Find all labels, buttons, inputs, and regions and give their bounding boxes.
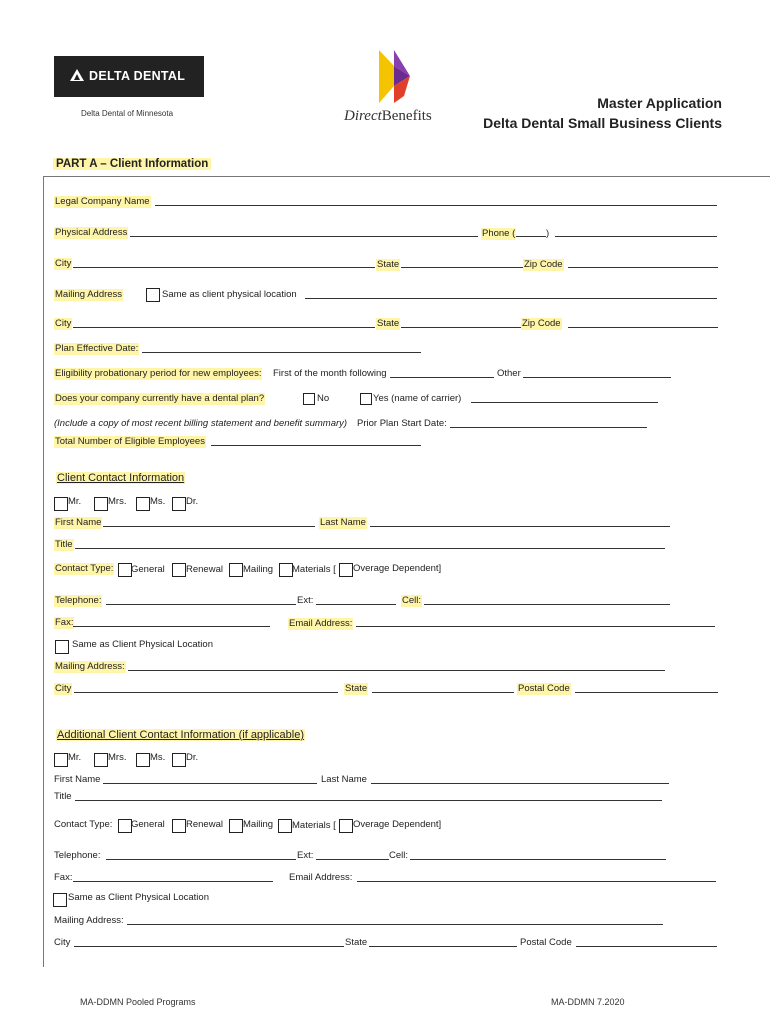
ac-telephone-field[interactable] [106,859,296,860]
ac-title-label: Title [54,791,72,802]
direct-benefits-logo-mark-icon [374,48,414,106]
cc-mr-label: Mr. [68,496,82,507]
dental-plan-question: Does your company currently have a dental plan? [55,393,265,404]
ac-ms-checkbox[interactable] [136,753,150,767]
phone-area-code-field[interactable] [516,236,546,237]
dental-plan-no-label: No [317,393,330,404]
cc-mr-checkbox[interactable] [54,497,68,511]
cc-ext-label: Ext: [297,595,314,606]
ac-overage-label: Overage Dependent] [353,819,442,830]
cc-state-label: State [345,683,368,694]
ac-same-as-physical-label: Same as Client Physical Location [68,892,209,903]
ac-general-label: General [131,819,165,830]
include-copy-note: (Include a copy of most recent billing statement and benefit summary) [54,418,348,429]
cc-mailing-address-label: Mailing Address: [55,661,125,672]
state-label: State [377,259,400,270]
cc-email-label: Email Address: [289,618,353,629]
direct-benefits-logo-text [344,108,432,125]
cc-state-field[interactable] [372,692,514,693]
ac-email-field[interactable] [357,881,716,882]
cc-telephone-label: Telephone: [55,595,102,606]
phone-label-text: Phone [482,228,510,239]
ac-materials-checkbox[interactable] [278,819,292,833]
state2-label: State [377,318,400,329]
cc-cell-label: Cell: [402,595,422,606]
ac-general-checkbox[interactable] [118,819,132,833]
eligibility-first-month-label: First of the month following [273,368,387,379]
total-eligible-label: Total Number of Eligible Employees [55,436,205,447]
cc-ms-checkbox[interactable] [136,497,150,511]
ac-fax-field[interactable] [73,881,273,882]
carrier-name-field[interactable] [471,402,658,403]
dental-plan-yes-checkbox[interactable] [360,393,372,405]
ac-city-field[interactable] [74,946,344,947]
ac-title-field[interactable] [75,800,662,801]
zip-code2-field[interactable] [568,327,718,328]
prior-plan-start-field[interactable] [450,427,647,428]
ac-last-name-label: Last Name [321,774,367,785]
ac-same-as-physical-checkbox[interactable] [53,893,67,907]
same-as-physical-checkbox[interactable] [146,288,160,302]
cc-general-label: General [131,564,165,575]
city-field[interactable] [73,267,375,268]
ac-cell-field[interactable] [410,859,666,860]
benefits-word: Benefits [381,108,432,124]
total-eligible-field[interactable] [211,445,421,446]
ac-last-name-field[interactable] [371,783,669,784]
ac-renewal-checkbox[interactable] [172,819,186,833]
ac-ext-field[interactable] [316,859,389,860]
mailing-address-label: Mailing Address [55,289,123,300]
cc-last-name-field[interactable] [370,526,670,527]
ac-fax-label: Fax: [54,872,73,883]
cc-ms-label: Ms. [150,496,166,507]
cc-mailing-label: Mailing [243,564,274,575]
phone-number-field[interactable] [555,236,717,237]
ac-mailing-address-field[interactable] [127,924,663,925]
zip-code2-label: Zip Code [522,318,561,329]
cc-contact-type-label: Contact Type: [55,563,114,574]
cc-fax-field[interactable] [73,626,270,627]
cc-postal-code-label: Postal Code [518,683,570,694]
ac-mailing-address-label: Mailing Address: [54,915,124,926]
ac-postal-code-label: Postal Code [520,937,572,948]
dental-plan-yes-label: Yes (name of carrier) [373,393,462,404]
cc-mrs-checkbox[interactable] [94,497,108,511]
client-contact-heading: Client Contact Information [57,472,185,484]
ac-mailing-checkbox[interactable] [229,819,243,833]
phone-paren-close: ) [546,228,550,239]
phone-label [481,228,516,240]
ac-mrs-checkbox[interactable] [94,753,108,767]
cc-same-as-physical-checkbox[interactable] [55,640,69,654]
eligibility-other-field[interactable] [523,377,671,378]
cc-cell-field[interactable] [424,604,670,605]
cc-mailing-address-field[interactable] [128,670,665,671]
ac-email-label: Email Address: [289,872,353,883]
ac-dr-checkbox[interactable] [172,753,186,767]
cc-postal-code-field[interactable] [575,692,718,693]
cc-city-field[interactable] [74,692,338,693]
eligibility-label: Eligibility probationary period for new employees: [55,368,262,379]
cc-overage-checkbox[interactable] [339,563,353,577]
cc-first-name-field[interactable] [103,526,315,527]
ac-postal-code-field[interactable] [576,946,717,947]
legal-company-name-field[interactable] [155,205,717,206]
cc-email-field[interactable] [356,626,715,627]
part-a-heading: PART A – Client Information [53,158,211,170]
ac-cell-label: Cell: [389,850,409,861]
eligibility-other-label: Other [497,368,521,379]
cc-title-label: Title [55,539,73,550]
ac-first-name-label: First Name [54,774,101,785]
cc-overage-label: Overage Dependent] [353,563,442,574]
ac-renewal-label: Renewal [186,819,223,830]
cc-materials-label: Materials [ [292,564,336,575]
cc-first-name-label: First Name [55,517,102,528]
ac-mr-checkbox[interactable] [54,753,68,767]
footer-right: MA-DDMN 7.2020 [551,997,625,1007]
ac-materials-label: Materials [ [292,820,336,831]
dental-plan-no-checkbox[interactable] [303,393,315,405]
cc-mrs-label: Mrs. [108,496,127,507]
physical-address-label: Physical Address [55,227,128,238]
cc-dr-label: Dr. [186,496,199,507]
ac-overage-checkbox[interactable] [339,819,353,833]
plan-effective-date-label: Plan Effective Date: [55,343,139,354]
zip-code-field[interactable] [568,267,718,268]
phone-paren-open: ( [512,228,516,239]
additional-contact-heading: Additional Client Contact Information (if applicable) [57,729,305,741]
state2-field[interactable] [401,327,521,328]
eligibility-first-month-field[interactable] [390,377,494,378]
delta-triangle-icon [70,69,84,81]
ac-dr-label: Dr. [186,752,199,763]
ac-mr-label: Mr. [68,752,82,763]
delta-dental-logo-text: DELTA DENTAL [89,69,186,83]
ac-mailing-label: Mailing [243,819,274,830]
cc-telephone-field[interactable] [106,604,296,605]
same-as-physical-label: Same as client physical location [162,289,297,300]
cc-city-label: City [55,683,72,694]
cc-last-name-label: Last Name [320,517,366,528]
direct-word: Direct [344,108,382,124]
plan-effective-date-field[interactable] [142,352,421,353]
footer-left: MA-DDMN Pooled Programs [80,997,196,1007]
cc-materials-checkbox[interactable] [279,563,293,577]
ac-city-label: City [54,937,71,948]
legal-company-name-label: Legal Company Name [55,196,150,207]
cc-general-checkbox[interactable] [118,563,132,577]
city2-field[interactable] [73,327,375,328]
ac-state-label: State [345,937,368,948]
cc-fax-label: Fax: [55,617,74,628]
ac-mrs-label: Mrs. [108,752,127,763]
physical-address-field[interactable] [130,236,478,237]
city2-label: City [55,318,72,329]
ac-state-field[interactable] [369,946,517,947]
ac-ext-label: Ext: [297,850,314,861]
delta-dental-logo [54,56,204,97]
cc-renewal-label: Renewal [186,564,223,575]
cc-title-field[interactable] [75,548,665,549]
zip-code-label: Zip Code [524,259,563,270]
delta-dental-subtitle: Delta Dental of Minnesota [81,109,174,118]
cc-dr-checkbox[interactable] [172,497,186,511]
prior-plan-start-label: Prior Plan Start Date: [357,418,447,429]
city-label: City [55,258,72,269]
page-subtitle: Delta Dental Small Business Clients [483,115,722,131]
page-title: Master Application [597,95,722,111]
cc-mailing-checkbox[interactable] [229,563,243,577]
mailing-address-field[interactable] [305,298,717,299]
cc-renewal-checkbox[interactable] [172,563,186,577]
state-field[interactable] [401,267,523,268]
ac-contact-type-label: Contact Type: [54,819,113,830]
ac-first-name-field[interactable] [103,783,317,784]
cc-ext-field[interactable] [316,604,396,605]
ac-ms-label: Ms. [150,752,166,763]
ac-telephone-label: Telephone: [54,850,101,861]
cc-same-as-physical-label: Same as Client Physical Location [72,639,213,650]
